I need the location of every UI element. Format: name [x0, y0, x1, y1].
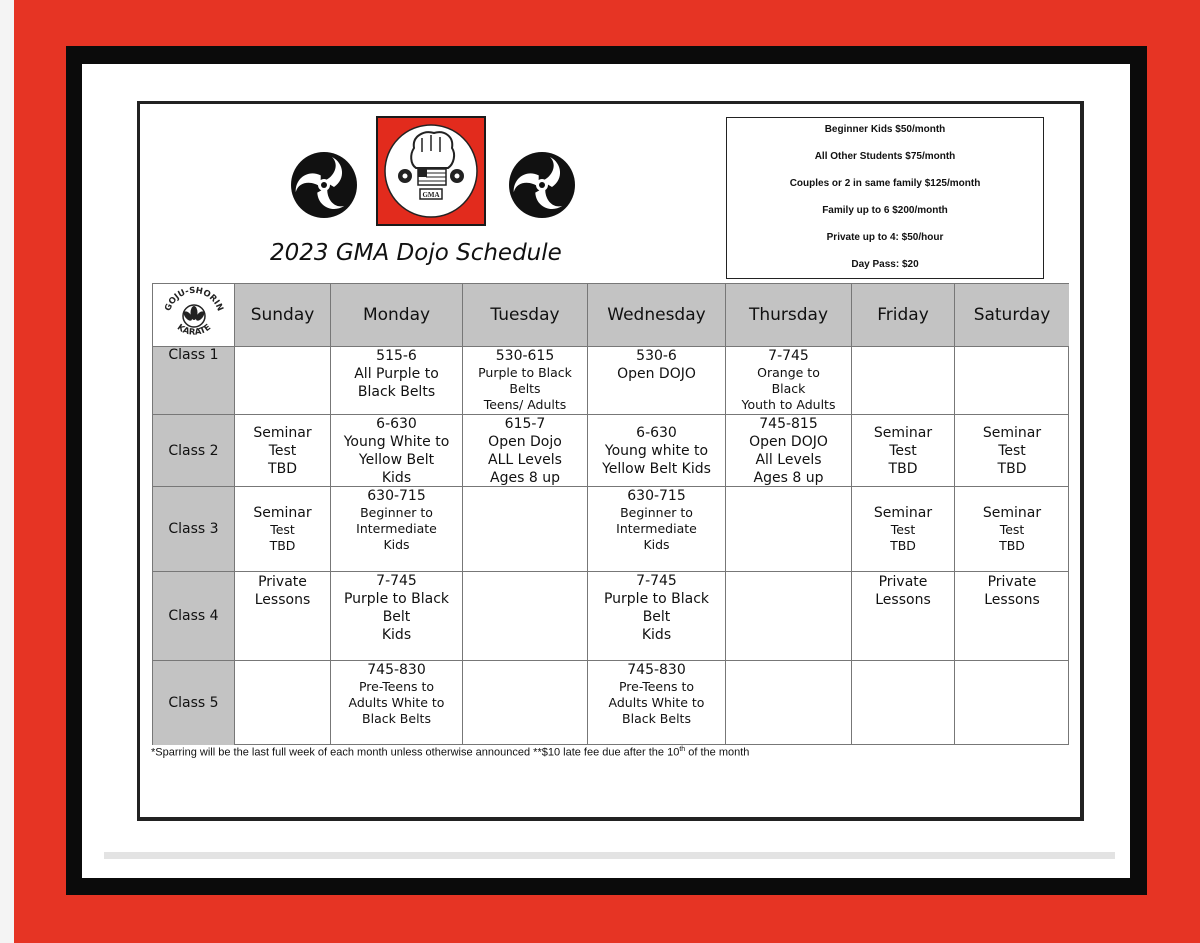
- cell-line: Pre-Teens to: [358, 679, 435, 694]
- cell-line: Test: [890, 522, 916, 537]
- schedule-cell: [462, 414, 587, 486]
- schedule-cell: [330, 486, 462, 571]
- cell-line: Private: [987, 574, 1037, 590]
- day-header: [462, 283, 587, 346]
- schedule-cell: [851, 346, 954, 414]
- cell-line: TBD: [269, 538, 296, 553]
- cell-line: Lessons: [254, 592, 311, 608]
- cell-line: Pre-Teens to: [618, 679, 695, 694]
- paper-shadow: [104, 852, 1115, 859]
- svg-text:KARATE: KARATE: [174, 322, 213, 338]
- day-header-label: Wednesday: [607, 305, 706, 325]
- schedule-cell: [330, 660, 462, 745]
- schedule-cell: [234, 660, 330, 745]
- class-label: Class 1: [168, 347, 219, 363]
- schedule-cell: [725, 486, 851, 571]
- day-header-label: Thursday: [748, 305, 829, 325]
- cell-line: Adults White to: [608, 695, 705, 710]
- cell-line: 745-830: [627, 662, 686, 678]
- gma-logo: [376, 116, 486, 226]
- cell-line: Kids: [381, 470, 412, 486]
- schedule-cell: [587, 414, 725, 486]
- schedule-cell: [587, 660, 725, 745]
- schedule-cell: [587, 346, 725, 414]
- cell-line: Intermediate: [356, 521, 437, 536]
- class-label: Class 3: [168, 521, 219, 537]
- schedule-cell: [954, 660, 1069, 745]
- schedule-cell: [954, 571, 1069, 660]
- cell-line: Open DOJO: [749, 434, 828, 450]
- cell-line: Black Belts: [622, 711, 691, 726]
- cell-line: Kids: [383, 537, 410, 552]
- pricing-line: Day Pass: $20: [851, 259, 919, 270]
- cell-line: TBD: [268, 460, 297, 477]
- cell-line: Black Belts: [362, 711, 431, 726]
- day-header-label: Saturday: [973, 305, 1051, 325]
- cell-line: 615-7: [504, 416, 546, 432]
- day-header: [725, 283, 851, 346]
- schedule-cell: [234, 414, 330, 486]
- tomoe-icon: [507, 150, 577, 220]
- cell-line: Youth to Adults: [741, 397, 836, 412]
- schedule-cell: [954, 346, 1069, 414]
- class-row-header: [152, 660, 234, 745]
- cell-line: Adults White to: [348, 695, 445, 710]
- cell-line: Young White to: [343, 434, 450, 450]
- cell-line: Seminar: [253, 505, 312, 521]
- schedule-cell: [725, 414, 851, 486]
- cell-line: All Levels: [755, 452, 822, 468]
- cell-line: 745-830: [367, 662, 426, 678]
- cell-line: Seminar: [873, 505, 933, 521]
- class-row-header: [152, 414, 234, 486]
- class-row-header: [152, 486, 234, 571]
- pricing-box: [726, 117, 1044, 279]
- cell-line: Seminar: [253, 424, 312, 441]
- cell-line: Seminar: [982, 424, 1042, 441]
- schedule-cell: [725, 660, 851, 745]
- pricing-line: Couples or 2 in same family $125/month: [789, 178, 981, 189]
- cell-line: Private: [878, 574, 928, 590]
- cell-line: Kids: [381, 627, 412, 643]
- cell-line: Seminar: [982, 505, 1042, 521]
- cell-line: ALL Levels: [488, 452, 562, 468]
- cell-line: TBD: [997, 460, 1027, 477]
- cell-line: TBD: [888, 460, 918, 477]
- svg-text:GMA: GMA: [422, 191, 440, 199]
- cell-line: Test: [270, 522, 295, 537]
- day-header: [330, 283, 462, 346]
- footnote-superscript: th: [679, 746, 686, 753]
- day-header-label: Sunday: [250, 305, 315, 325]
- schedule-cell: [851, 414, 954, 486]
- cell-line: Open Dojo: [488, 434, 562, 450]
- day-header: [587, 283, 725, 346]
- class-row-header: [152, 346, 234, 414]
- cell-line: Kids: [641, 627, 672, 643]
- cell-line: 745-815: [759, 416, 818, 432]
- cell-line: 7-745: [768, 348, 809, 364]
- tomoe-icon: [289, 150, 359, 220]
- class-row-header: [152, 571, 234, 660]
- cell-line: 530-615: [495, 348, 555, 364]
- cell-line: Purple to Black: [343, 591, 450, 607]
- day-header: [851, 283, 954, 346]
- day-header: [234, 283, 330, 346]
- pricing-line: Private up to 4: $50/hour: [826, 232, 944, 243]
- schedule-cell: [587, 571, 725, 660]
- schedule-table: [152, 283, 1069, 745]
- cell-line: Purple to Black: [603, 591, 710, 607]
- schedule-cell: [234, 486, 330, 571]
- cell-line: 515-6: [376, 348, 417, 364]
- schedule-cell: [954, 486, 1069, 571]
- cell-line: 630-715: [627, 488, 686, 504]
- corner-logo-cell: [152, 283, 234, 346]
- schedule-cell: [725, 346, 851, 414]
- schedule-cell: [954, 414, 1069, 486]
- cell-line: Private: [258, 574, 307, 590]
- day-header-label: Tuesday: [490, 305, 560, 325]
- schedule-cell: [462, 660, 587, 745]
- schedule-cell: [851, 660, 954, 745]
- cell-line: Purple to Black: [478, 365, 572, 380]
- cell-line: 7-745: [376, 573, 417, 589]
- schedule-cell: [234, 571, 330, 660]
- cell-line: 6-630: [376, 416, 417, 432]
- cell-line: Belt: [642, 609, 671, 625]
- schedule-cell: [725, 571, 851, 660]
- cell-line: Belt: [382, 609, 411, 625]
- cell-line: 630-715: [367, 488, 426, 504]
- footnote-tail: of the month: [685, 746, 750, 759]
- page-title: 2023 GMA Dojo Schedule: [270, 240, 562, 266]
- goju-shorin-karate-icon: [159, 286, 229, 344]
- cell-line: Kids: [643, 537, 670, 552]
- schedule-cell: [330, 571, 462, 660]
- cell-line: Beginner to: [620, 505, 693, 520]
- schedule-cell: [851, 486, 954, 571]
- cell-line: Yellow Belt: [358, 452, 435, 468]
- cell-line: Yellow Belt Kids: [602, 460, 711, 477]
- cell-line: Young white to: [604, 442, 709, 459]
- left-edge-strip: [0, 0, 14, 943]
- schedule-cell: [462, 486, 587, 571]
- pricing-line: All Other Students $75/month: [814, 151, 956, 162]
- cell-line: Belts: [509, 381, 541, 396]
- cell-line: TBD: [890, 538, 916, 553]
- cell-line: Ages 8 up: [490, 470, 560, 486]
- cell-line: Black Belts: [357, 384, 436, 400]
- cell-line: Teens/ Adults: [483, 397, 567, 412]
- cell-line: Intermediate: [616, 521, 697, 536]
- schedule-cell: [234, 346, 330, 414]
- pricing-line: Beginner Kids $50/month: [824, 124, 946, 135]
- cell-line: Test: [889, 442, 917, 459]
- schedule-cell: [587, 486, 725, 571]
- svg-text:GOJU-SHORIN: GOJU-SHORIN: [162, 286, 225, 313]
- cell-line: Ages 8 up: [753, 470, 824, 486]
- class-label: Class 2: [168, 442, 219, 459]
- footnote-text: *Sparring will be the last full week of each month unless otherwise announced **$10 late fee due after the 10: [151, 746, 680, 759]
- cell-line: 530-6: [636, 348, 677, 364]
- cell-line: Seminar: [873, 424, 933, 441]
- cell-line: Open DOJO: [617, 366, 696, 382]
- fist-emblem-icon: [378, 118, 484, 224]
- schedule-cell: [462, 571, 587, 660]
- class-label: Class 5: [168, 695, 219, 711]
- class-label: Class 4: [168, 608, 219, 624]
- cell-line: Orange to: [757, 365, 820, 380]
- schedule-cell: [330, 414, 462, 486]
- day-header-label: Friday: [877, 305, 929, 325]
- cell-line: Test: [998, 442, 1026, 459]
- schedule-cell: [851, 571, 954, 660]
- day-header: [954, 283, 1069, 346]
- cell-line: Beginner to: [360, 505, 433, 520]
- cell-line: Black: [771, 381, 806, 396]
- cell-line: Lessons: [984, 592, 1040, 608]
- cell-line: 7-745: [636, 573, 677, 589]
- cell-line: Test: [999, 522, 1025, 537]
- cell-line: All Purple to: [354, 366, 439, 382]
- day-header-label: Monday: [362, 305, 431, 325]
- schedule-cell: [462, 346, 587, 414]
- cell-line: 6-630: [636, 424, 677, 441]
- cell-line: Lessons: [875, 592, 931, 608]
- schedule-cell: [330, 346, 462, 414]
- footnote: [151, 746, 749, 759]
- pricing-line: Family up to 6 $200/month: [822, 205, 948, 216]
- cell-line: Test: [268, 442, 297, 459]
- cell-line: TBD: [999, 538, 1025, 553]
